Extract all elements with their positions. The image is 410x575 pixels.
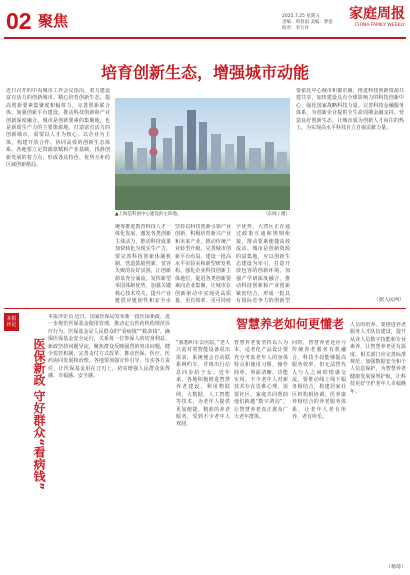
skyline-illustration (115, 98, 290, 210)
photo-credit: （东网 / 摄） (263, 212, 290, 217)
paper-logo-sub: CHINA FAMILY WEEKLY (354, 23, 405, 28)
header-rule (4, 37, 406, 39)
lead-column-4: 字优势，大湾区正在通过政策互通和规则衔接，推动要素便捷高效流动。城市是创新资源的富集地，应以创新生态建设为牵引，打造开放包容的创新环境。加强产学研深度融合，推动科技创新和产业创新紧密结合，形成一批具有国际竞争力的创新型 (236, 224, 290, 304)
eldercare-column-3: 同时，智慧养老还应与传统养老服务有机融合。科技手段能够提高服务效率，但无法替代人与人之间的情感交流。要推动线上线下服务相结合，构建居家社区机构相协调、医养康养相结合的养老服务体系，让老年人老有所养、老有所乐。 (292, 340, 346, 421)
eldercare-column-1: “我想叫车去医院。”老人只需对着智能设备说出需求，系统便会自动联系网约车，并将出行信息同步给子女。近年来，各地积极推进智慧养老建设，利用物联网、大数据、人工智能等技术，为老年人提供更加便捷、精准的养老服务，受到不少老年人欢迎。 (176, 340, 230, 428)
eldercare-byline: （杨琦） (385, 564, 406, 570)
section-divider (4, 308, 406, 309)
lead-headline: 培育创新生态，增强城市动能 (100, 63, 309, 82)
commentary-title: 医保新政 守好群众“看病钱” (32, 338, 46, 490)
commentary-tag: 本报 评论 (4, 313, 19, 331)
issue-editor: 责编：周春雨 美编：梦思 (282, 20, 333, 25)
lead-column-3: 坚持以科技创新引领产业创新，积极培育新兴产业和未来产业，推动传统产业转型升级。完善城市创新平台布局，建设一批高水平实验室和新型研发机构，强化企业科技创新主体地位，促进各类创新要素向企业集聚，让城市在创新驱动中实现更高质量、更有效率、更可持续 (175, 224, 231, 304)
page-number: 02 (6, 8, 32, 34)
section-name: 聚焦 (38, 12, 69, 30)
page-header (0, 0, 410, 40)
lead-column-2: 统筹推进教育科技人才一体化发展，激发各类创新主体活力，推动科技成果加快转化为现实生产力。要完善科技创新体制机制，营造鼓励创新、宽容失败的良好氛围，让创新源泉充分涌流。发挥新型举国体制优势，加强关键核心技术攻关，提升产业链供应链韧性和安全水 (115, 224, 171, 304)
city-skyline-photo (115, 98, 290, 210)
eldercare-column-4: 人员的培养。要推进养老服务人才队伍建设，提升从业人员数字技能和专业素养，让智慧养老更有温度。相关部门应完善标准规范，加强数据安全和个人信息保护，为智慧养老健康发展保驾护航，让科技更好守护老年人幸福晚年。 (350, 322, 406, 395)
lead-source-note: （据人民网） (373, 297, 404, 303)
eldercare-headline: 智慧养老如何更懂老 (235, 317, 344, 331)
paper-logo: 家庭周报 (349, 6, 405, 22)
issue-proof: 校对：李万祥 (282, 26, 309, 31)
photo-caption: ▲上海是科创中心建设的主阵地。 （东网 / 摄） (115, 212, 290, 217)
lead-column-5: 要依托中心城市和都市圈，推进科技创新资源共建共享，加快建设具有全球影响力的科技创新中心，强化国家战略科技力量。完善科技金融服务体系，为创新企业提供全生命周期金融支持。营造良好创新生态，让城市成为创新人才向往的热土，为实现高水平科技自立自强贡献力量。 (296, 88, 404, 132)
commentary-body: 本报评论员 近日，国家医保局发布新一批医保新政，进一步规范医保基金使用管理，推动定点医药机构规范诊疗行为。医保基金是人民群众的“看病钱”“救命钱”，确保医保基金安全运行，关系每一位参保人的切身利益。新政坚持问题导向，聚焦群众反映强烈的突出问题，健全监管机制，完善支付方式改革，推动医保、医疗、医药协同发展和治理。各地要加强宣传引导，压实各方责任，让医保基金用在刀刃上，切实增强人民群众获得感、幸福感、安全感。 (48, 314, 170, 380)
eldercare-column-2: 智慧养老要坚持以人为本。适老化产品设计要充分考虑老年人的身体特点和使用习惯，操作简单、界面清晰、功能实用。不少老年人对新技术存在畏难心理，需要社区、家庭共同帮助他们跨越“数字鸿沟”，让智慧养老真正惠及广大老年群体。 (234, 340, 288, 421)
issue-date: 2025.7.25 星期五 (282, 14, 320, 19)
lead-column-1: 近日召开的中央城市工作会议指出，着力建设富有活力的创新城市。精心培育创新生态，提高创新要素集聚度和辐射力，完善创新联合体，加强创新平台建设，推动科技创新和产业创新深度融合。城市是创新要素的集聚地，也是新质生产力的主要策源地。打造富有活力的创新城市，需要以人才为核心，以企业为主体，构建开放合作、协同高效的创新生态体系。各地要立足资源禀赋和产业基础，找准创新发展的着力点，形成各具特色、优势互补的区域创新格局。 (6, 88, 110, 169)
